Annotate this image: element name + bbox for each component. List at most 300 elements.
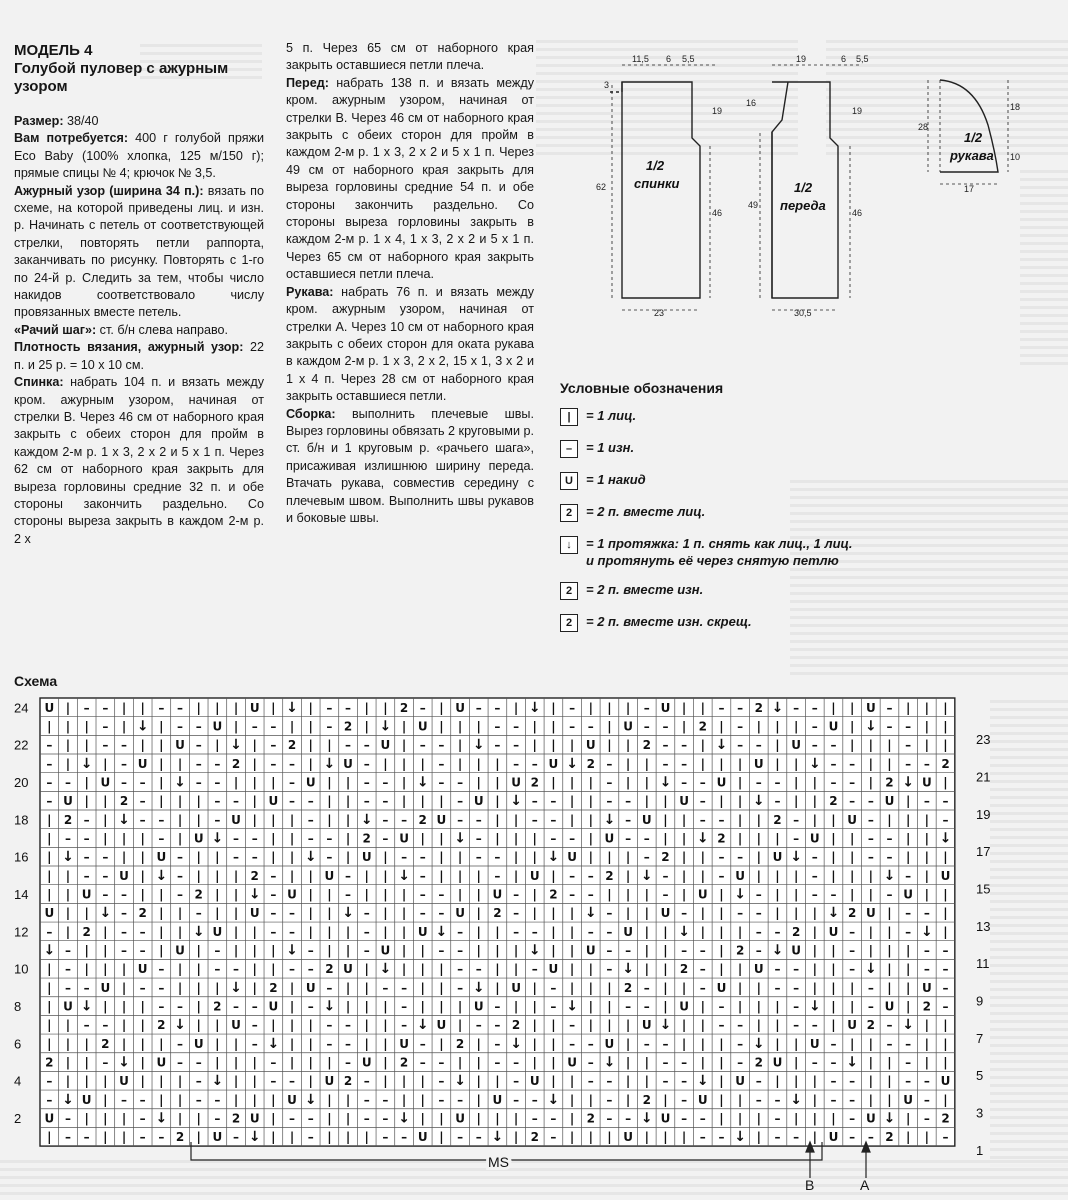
- stitch-symbol: |: [271, 1111, 276, 1126]
- stitch-symbol: U: [828, 1130, 839, 1145]
- stitch-symbol: 2: [530, 775, 539, 790]
- stitch-symbol: 2: [829, 794, 838, 809]
- stitch-symbol: |: [663, 999, 668, 1014]
- stitch-symbol: U: [735, 868, 745, 883]
- stitch-symbol: –: [475, 962, 482, 977]
- stitch-symbol: –: [195, 1055, 202, 1070]
- stitch-symbol: |: [401, 775, 407, 790]
- stitch-symbol: |: [756, 1111, 761, 1126]
- stitch-symbol: |: [383, 756, 388, 771]
- stitch-symbol: |: [681, 887, 687, 902]
- stitch-symbol: –: [662, 868, 669, 883]
- stitch-symbol: –: [83, 980, 90, 995]
- stitch-symbol: U: [100, 980, 111, 995]
- stitch-symbol: |: [345, 812, 351, 827]
- stitch-symbol: |: [700, 700, 705, 715]
- stitch-symbol: U: [249, 700, 260, 715]
- stitch-symbol: U: [623, 924, 633, 939]
- stitch-symbol: |: [439, 980, 444, 995]
- stitch-symbol: |: [84, 1111, 89, 1126]
- stitch-symbol: |: [177, 1111, 183, 1126]
- stitch-symbol: –: [214, 812, 221, 827]
- stitch-symbol: –: [793, 1018, 800, 1033]
- stitch-symbol: |: [196, 999, 201, 1014]
- stitch-symbol: |: [513, 1130, 519, 1145]
- stitch-symbol: |: [215, 1055, 220, 1070]
- stitch-symbol: 2: [82, 924, 91, 939]
- legend-yarn-over: [560, 472, 1040, 492]
- stitch-symbol: |: [308, 738, 313, 753]
- stitch-symbol: –: [513, 887, 520, 902]
- stitch-symbol: |: [719, 924, 724, 939]
- legend-p2tog-tbl: [560, 614, 1040, 634]
- stitch-symbol: |: [65, 1074, 71, 1089]
- row-label-right: 13: [976, 918, 991, 934]
- stitch-symbol: |: [420, 794, 425, 809]
- stitch-symbol: |: [327, 812, 332, 827]
- row-label-left: 6: [14, 1036, 22, 1052]
- stitch-symbol: |: [476, 1092, 481, 1107]
- stitch-symbol: –: [699, 943, 706, 958]
- legend-skpo-text: = 1 протяжка: 1 п. снять как лиц., 1 лиц.: [586, 536, 853, 551]
- stitch-symbol: ↓: [416, 1017, 429, 1034]
- row-label-right: 1: [976, 1142, 984, 1158]
- stitch-symbol: 2: [661, 850, 670, 865]
- stitch-symbol: |: [719, 887, 724, 902]
- stitch-symbol: |: [905, 794, 911, 809]
- stitch-symbol: –: [363, 1074, 370, 1089]
- stitch-symbol: |: [383, 906, 388, 921]
- stitch-symbol: |: [793, 756, 799, 771]
- stitch-symbol: –: [531, 1111, 538, 1126]
- stitch-symbol: –: [195, 906, 202, 921]
- stitch-symbol: |: [700, 999, 705, 1014]
- stitch-symbol: |: [775, 906, 780, 921]
- back-dim-5: 19: [712, 106, 723, 116]
- col1-paragraph: [14, 113, 264, 130]
- stitch-symbol: –: [830, 1036, 837, 1051]
- row-label-right: 11: [976, 956, 990, 972]
- stitch-symbol: ↓: [192, 923, 205, 940]
- stitch-symbol: |: [943, 1036, 948, 1051]
- stitch-symbol: –: [419, 738, 426, 753]
- stitch-symbol: ↓: [510, 793, 522, 810]
- stitch-symbol: |: [159, 1074, 164, 1089]
- stitch-symbol: –: [382, 831, 389, 846]
- k2tog-symbol-icon: 2: [560, 504, 578, 522]
- stitch-symbol: |: [737, 794, 743, 809]
- stitch-symbol: |: [532, 1036, 537, 1051]
- stitch-symbol: –: [681, 775, 688, 790]
- col2-paragraph-label: Рукава:: [286, 284, 334, 299]
- stitch-symbol: |: [439, 962, 444, 977]
- stitch-symbol: |: [177, 1092, 183, 1107]
- stitch-symbol: |: [532, 719, 537, 734]
- stitch-symbol: |: [719, 794, 724, 809]
- stitch-symbol: –: [606, 943, 613, 958]
- stitch-symbol: U: [828, 924, 839, 939]
- stitch-symbol: |: [65, 756, 71, 771]
- stitch-symbol: 2: [549, 887, 558, 902]
- stitch-symbol: –: [401, 850, 408, 865]
- stitch-symbol: |: [103, 794, 108, 809]
- stitch-symbol: |: [924, 1036, 930, 1051]
- model-number: МОДЕЛЬ 4: [14, 42, 93, 59]
- stitch-symbol: |: [868, 1092, 874, 1107]
- stitch-symbol: |: [233, 924, 239, 939]
- stitch-symbol: |: [345, 943, 351, 958]
- stitch-symbol: |: [84, 962, 89, 977]
- stitch-symbol: |: [439, 1036, 444, 1051]
- stitch-symbol: 2: [754, 700, 763, 715]
- stitch-symbol: –: [531, 962, 538, 977]
- stitch-symbol: –: [905, 1036, 912, 1051]
- stitch-symbol: –: [158, 962, 165, 977]
- col1-paragraph-label: Плотность вязания, ажурный узор:: [14, 340, 244, 355]
- stitch-symbol: ↓: [211, 830, 224, 847]
- stitch-symbol: –: [606, 1074, 613, 1089]
- stitch-symbol: ↓: [62, 849, 74, 866]
- stitch-symbol: U: [399, 831, 409, 846]
- row-label-right: 15: [976, 881, 991, 897]
- stitch-symbol: –: [905, 719, 912, 734]
- stitch-symbol: U: [492, 887, 503, 902]
- stitch-symbol: –: [681, 756, 688, 771]
- stitch-symbol: |: [420, 831, 425, 846]
- stitch-symbol: |: [476, 924, 481, 939]
- stitch-symbol: |: [476, 756, 481, 771]
- stitch-symbol: |: [252, 924, 257, 939]
- stitch-symbol: –: [233, 962, 240, 977]
- stitch-symbol: |: [196, 1130, 201, 1145]
- stitch-symbol: |: [47, 887, 52, 902]
- stitch-symbol: –: [625, 812, 632, 827]
- stitch-symbol: –: [942, 999, 949, 1014]
- stitch-symbol: |: [943, 850, 948, 865]
- stitch-symbol: |: [719, 943, 724, 958]
- stitch-symbol: 2: [885, 775, 894, 790]
- stitch-symbol: –: [811, 887, 818, 902]
- stitch-symbol: |: [327, 738, 332, 753]
- p2tog-symbol-icon: 2: [560, 582, 578, 600]
- stitch-symbol: –: [606, 906, 613, 921]
- stitch-symbol: |: [308, 924, 313, 939]
- stitch-symbol: –: [643, 1036, 650, 1051]
- stitch-symbol: –: [793, 999, 800, 1014]
- garment-diagrams: [560, 40, 1040, 330]
- stitch-symbol: |: [831, 999, 836, 1014]
- stitch-symbol: –: [699, 794, 706, 809]
- text-column-1: [14, 42, 264, 548]
- stitch-symbol: |: [65, 1018, 71, 1033]
- stitch-symbol: –: [830, 1055, 837, 1070]
- stitch-symbol: |: [737, 831, 743, 846]
- stitch-symbol: |: [569, 943, 575, 958]
- stitch-symbol: –: [214, 794, 221, 809]
- stitch-symbol: |: [924, 868, 930, 883]
- stitch-symbol: U: [81, 1092, 92, 1107]
- stitch-symbol: –: [46, 924, 53, 939]
- stitch-symbol: ↓: [174, 1017, 186, 1034]
- stitch-symbol: |: [887, 738, 892, 753]
- stitch-symbol: |: [439, 831, 444, 846]
- stitch-symbol: |: [327, 1130, 332, 1145]
- stitch-symbol: –: [849, 924, 856, 939]
- stitch-symbol: |: [756, 1130, 761, 1145]
- row-label-right: 19: [976, 806, 991, 822]
- stitch-symbol: U: [716, 775, 727, 790]
- stitch-symbol: –: [755, 887, 762, 902]
- stitch-symbol: –: [737, 1018, 744, 1033]
- stitch-symbol: |: [737, 812, 743, 827]
- stitch-symbol: |: [532, 1018, 537, 1033]
- stitch-symbol: –: [401, 980, 408, 995]
- stitch-symbol: |: [513, 962, 519, 977]
- stitch-symbol: U: [455, 1111, 465, 1126]
- stitch-symbol: –: [363, 794, 370, 809]
- stitch-symbol: –: [587, 1036, 594, 1051]
- stitch-symbol: |: [868, 756, 874, 771]
- stitch-symbol: |: [943, 775, 948, 790]
- stitch-symbol: |: [401, 794, 407, 809]
- stitch-symbol: ↓: [118, 811, 130, 828]
- stitch-symbol: |: [700, 924, 705, 939]
- stitch-symbol: –: [699, 980, 706, 995]
- stitch-symbol: |: [289, 1055, 295, 1070]
- stitch-symbol: |: [457, 999, 463, 1014]
- stitch-symbol: |: [551, 738, 556, 753]
- stitch-symbol: |: [159, 794, 164, 809]
- row-label-right: 21: [976, 769, 991, 785]
- legend-p2tog-text: = 2 п. вместе изн.: [586, 582, 704, 597]
- front-dim-7: 30,5: [794, 308, 812, 318]
- stitch-symbol: –: [905, 1055, 912, 1070]
- stitch-symbol: U: [193, 1036, 204, 1051]
- stitch-symbol: U: [100, 775, 111, 790]
- stitch-symbol: |: [868, 1074, 874, 1089]
- stitch-symbol: |: [457, 887, 463, 902]
- stitch-symbol: |: [47, 1036, 52, 1051]
- stitch-symbol: |: [476, 868, 481, 883]
- stitch-symbol: |: [924, 700, 930, 715]
- stitch-symbol: –: [382, 812, 389, 827]
- stitch-symbol: –: [102, 738, 109, 753]
- stitch-symbol: –: [438, 887, 445, 902]
- stitch-symbol: |: [569, 1111, 575, 1126]
- stitch-symbol: |: [196, 812, 201, 827]
- stitch-symbol: ↓: [379, 718, 392, 735]
- stitch-symbol: –: [662, 719, 669, 734]
- stitch-symbol: |: [737, 756, 743, 771]
- back-label-2: спинки: [634, 176, 680, 191]
- stitch-symbol: 2: [642, 738, 651, 753]
- stitch-symbol: U: [940, 868, 951, 883]
- stitch-symbol: |: [719, 1036, 724, 1051]
- stitch-symbol: |: [308, 1018, 313, 1033]
- stitch-symbol: –: [811, 868, 818, 883]
- stitch-symbol: |: [47, 850, 52, 865]
- col2-paragraph: [286, 75, 534, 284]
- stitch-symbol: |: [887, 812, 892, 827]
- legend-skpo: [560, 536, 1040, 570]
- stitch-symbol: |: [271, 962, 276, 977]
- stitch-symbol: –: [681, 1092, 688, 1107]
- stitch-symbol: |: [513, 868, 519, 883]
- stitch-symbol: |: [121, 850, 127, 865]
- purl-symbol-icon: –: [560, 440, 578, 458]
- stitch-symbol: |: [271, 850, 276, 865]
- stitch-symbol: U: [921, 775, 932, 790]
- stitch-symbol: U: [511, 980, 521, 995]
- stitch-symbol: |: [849, 887, 855, 902]
- stitch-symbol: |: [625, 775, 631, 790]
- stitch-symbol: –: [419, 1036, 426, 1051]
- stitch-symbol: U: [623, 1130, 633, 1145]
- stitch-symbol: |: [177, 831, 183, 846]
- stitch-symbol: |: [215, 1018, 220, 1033]
- stitch-symbol: –: [643, 719, 650, 734]
- arrow-b-label: B: [805, 1177, 815, 1193]
- stitch-symbol: |: [793, 719, 799, 734]
- text-column-2: [286, 40, 534, 527]
- stitch-symbol: |: [196, 850, 201, 865]
- stitch-symbol: |: [625, 887, 631, 902]
- stitch-symbol: U: [660, 700, 671, 715]
- stitch-symbol: |: [663, 943, 668, 958]
- stitch-symbol: |: [103, 812, 108, 827]
- stitch-symbol: ↓: [174, 774, 186, 791]
- stitch-symbol: –: [307, 812, 314, 827]
- stitch-symbol: 2: [586, 1111, 595, 1126]
- stitch-symbol: –: [270, 719, 277, 734]
- stitch-symbol: |: [327, 794, 332, 809]
- stitch-symbol: |: [737, 1092, 743, 1107]
- stitch-symbol: |: [887, 906, 892, 921]
- stitch-symbol: |: [719, 1111, 724, 1126]
- stitch-symbol: U: [548, 756, 559, 771]
- stitch-symbol: |: [233, 1092, 239, 1107]
- stitch-symbol: –: [531, 794, 538, 809]
- stitch-symbol: |: [196, 868, 201, 883]
- stitch-symbol: |: [868, 1055, 874, 1070]
- stitch-symbol: |: [551, 906, 556, 921]
- stitch-symbol: –: [699, 812, 706, 827]
- stitch-symbol: U: [679, 999, 689, 1014]
- stitch-symbol: U: [567, 850, 577, 865]
- stitch-symbol: U: [380, 738, 391, 753]
- stitch-symbol: |: [121, 1036, 127, 1051]
- stitch-symbol: |: [812, 794, 818, 809]
- stitch-symbol: |: [756, 831, 761, 846]
- stitch-symbol: |: [943, 1018, 948, 1033]
- stitch-symbol: U: [268, 794, 279, 809]
- stitch-symbol: U: [529, 1074, 540, 1089]
- stitch-symbol: |: [420, 962, 425, 977]
- stitch-symbol: U: [809, 831, 820, 846]
- stitch-symbol: |: [551, 1018, 556, 1033]
- stitch-symbol: –: [830, 775, 837, 790]
- sleeve-label-1: 1/2: [964, 130, 983, 145]
- stitch-symbol: –: [811, 850, 818, 865]
- back-dim-7: 62: [596, 182, 607, 192]
- col1-paragraph-text: набрать 104 п. и вязать между кром. ажурным узором, начиная от стрелки В. Через 46 см от наборного края закрыть с обеих сторон для пройм в каждом 2-м р. 1 х 3, 2 х 2 и 5 х 1 п. Через 62 см от наборного края закрыть для выреза горловины средние 32 п. и обе стороны закончить раздельно. Со стороны выреза закрыть в каждом 2-м р. 2 х: [14, 375, 264, 546]
- stitch-symbol: –: [531, 924, 538, 939]
- stitch-symbol: ↓: [864, 961, 877, 978]
- legend-knit-text: = 1 лиц.: [586, 408, 637, 423]
- stitch-symbol: ↓: [118, 1054, 130, 1071]
- stitch-symbol: –: [214, 1111, 221, 1126]
- col2-paragraph: [286, 40, 534, 75]
- back-dim-3: 5,5: [682, 54, 695, 64]
- stitch-symbol: –: [158, 1130, 165, 1145]
- stitch-symbol: |: [737, 1111, 743, 1126]
- stitch-symbol: ↓: [939, 830, 952, 847]
- row-label-right: 7: [976, 1030, 984, 1046]
- stitch-symbol: |: [849, 719, 855, 734]
- stitch-symbol: –: [830, 756, 837, 771]
- stitch-symbol: |: [849, 831, 855, 846]
- stitch-symbol: |: [663, 794, 668, 809]
- stitch-symbol: 2: [399, 1055, 409, 1070]
- stitch-symbol: –: [606, 1092, 613, 1107]
- stitch-symbol: |: [252, 1055, 257, 1070]
- stitch-symbol: |: [252, 738, 257, 753]
- stitch-symbol: |: [495, 831, 500, 846]
- stitch-symbol: |: [65, 1036, 71, 1051]
- stitch-symbol: |: [420, 756, 425, 771]
- stitch-symbol: –: [326, 980, 333, 995]
- stitch-symbol: |: [271, 812, 276, 827]
- stitch-symbol: |: [159, 1036, 164, 1051]
- stitch-symbol: |: [439, 719, 444, 734]
- stitch-symbol: |: [513, 1111, 519, 1126]
- stitch-symbol: ↓: [920, 923, 933, 940]
- stitch-symbol: |: [812, 1130, 818, 1145]
- stitch-symbol: |: [252, 1074, 257, 1089]
- stitch-symbol: –: [849, 1130, 856, 1145]
- stitch-symbol: –: [363, 775, 370, 790]
- stitch-symbol: –: [793, 812, 800, 827]
- stitch-symbol: |: [364, 999, 369, 1014]
- stitch-symbol: |: [663, 962, 668, 977]
- stitch-symbol: |: [327, 1092, 332, 1107]
- stitch-symbol: 2: [791, 924, 801, 939]
- stitch-symbol: –: [139, 924, 146, 939]
- stitch-symbol: U: [903, 887, 914, 902]
- stitch-symbol: |: [887, 756, 892, 771]
- stitch-symbol: |: [177, 756, 183, 771]
- stitch-symbol: |: [887, 980, 892, 995]
- stitch-symbol: –: [662, 887, 669, 902]
- stitch-symbol: –: [307, 999, 314, 1014]
- stitch-symbol: |: [364, 887, 369, 902]
- row-label-left: 8: [14, 999, 22, 1015]
- stitch-symbol: –: [643, 999, 650, 1014]
- stitch-symbol: –: [83, 812, 90, 827]
- stitch-symbol: |: [383, 1055, 388, 1070]
- stitch-symbol: |: [719, 962, 724, 977]
- stitch-symbol: |: [644, 756, 649, 771]
- stitch-symbol: |: [793, 775, 799, 790]
- stitch-symbol: 2: [493, 906, 502, 921]
- stitch-symbol: –: [942, 980, 949, 995]
- stitch-symbol: |: [887, 1055, 892, 1070]
- stitch-symbol: |: [457, 868, 463, 883]
- stitch-symbol: |: [457, 756, 463, 771]
- stitch-symbol: |: [681, 1130, 687, 1145]
- stitch-symbol: U: [585, 943, 596, 958]
- stitch-symbol: |: [868, 924, 874, 939]
